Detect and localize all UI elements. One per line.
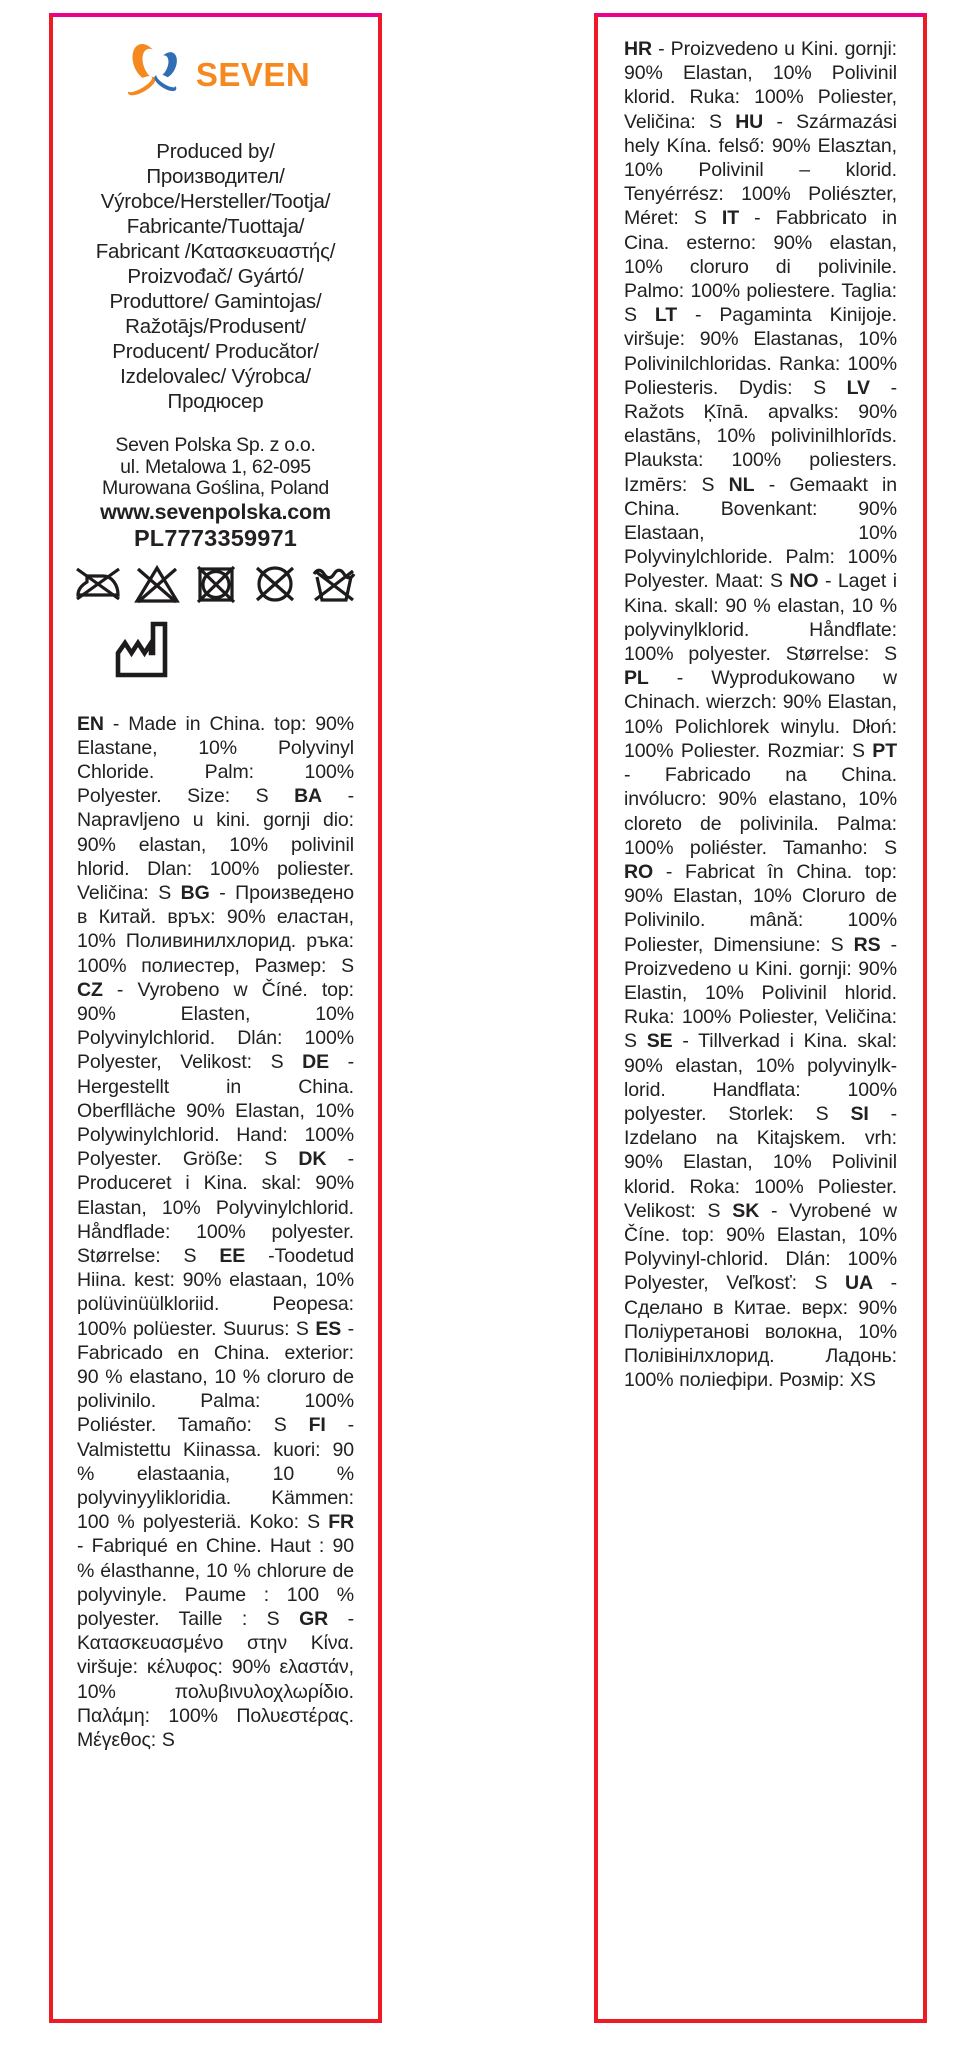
text-line: Продюсер	[167, 390, 264, 413]
language-code: FI	[308, 1414, 326, 1437]
composition-text: - Napravljeno u kini. gornji dio: 90% elastan, 10% polivinil hlorid. Dlan: 100% poliester. Veličina: S	[77, 785, 355, 904]
butterfly-icon	[121, 37, 189, 112]
do-not-iron-icon	[75, 564, 121, 604]
language-code: BA	[294, 785, 323, 808]
language-code: LT	[654, 304, 678, 327]
language-code: HR	[624, 38, 652, 60]
composition-text: - Fabriqué en Chine. Haut : 90 % élasthanne, 10 % chlorure de polyvinyle. Paume : 100 % polyester. Taille : S	[77, 1535, 354, 1631]
composition-text: - Fabbricato in Cina. esterno: 90% elastan, 10% cloruro di polivinile. Palmo: 100% poliestere. Taglia: S	[624, 207, 897, 327]
brand-logo	[77, 37, 354, 112]
composition-text: - Izdelano na Kitajskem. vrh: 90% Elastan, 10% Polivinil klorid. Roka: 100% Poliester. Velikost: S	[624, 1102, 897, 1222]
text-line: Fabricant /Κατασκευαστής/	[95, 240, 336, 263]
composition-text: - Κατασκευασμένο στην Κίνα. viršuje: κέλυφος: 90% ελαστάν, 10% πολυβινυλοχλωρίδιο. Παλάμη: 100% Πολυεστέρας. Μέγεθος: S	[77, 1608, 354, 1752]
language-code: BG	[180, 881, 210, 904]
vat-number: PL7773359971	[133, 524, 298, 551]
do-not-tumble-dry-icon	[193, 564, 239, 604]
composition-text: - Fabricado en China. exterior: 90 % elastano, 10 % cloruro de polivinilo. Palma: 100% Poliéster. Tamaño: S	[77, 1317, 354, 1437]
language-code: CZ	[77, 978, 103, 1001]
composition-text: - Proizvedeno u Kini. gornji: 90% Elastin, 10% Polivinil hlorid. Ruka: 100% Poliester, Veličina: S	[624, 933, 898, 1053]
composition-text: - Made in China. top: 90% Elastane, 10% Polyvinyl Chloride. Palm: 100% Polyester. Size: S	[77, 712, 354, 808]
composition-text: - Tillverkad i Kina. skal: 90% elastan, 10% polyvinylk-lorid. Handflata: 100% polyester. Storlek: S	[624, 1030, 897, 1125]
language-code: HU	[735, 110, 764, 133]
text-line: Seven Polska Sp. z o.o.	[115, 434, 316, 456]
composition-text: - Vyrobeno w Číné. top: 90% Elasten, 10% Polyvinylchlorid. Dlán: 100% Polyester, Velikost: S	[77, 978, 354, 1074]
language-code: EE	[219, 1244, 246, 1267]
language-code: PT	[872, 739, 897, 762]
language-code: LV	[846, 376, 870, 399]
text-line: ul. Metalowa 1, 62-095	[120, 455, 311, 478]
brand-name: SEVEN	[195, 56, 311, 93]
language-code: SI	[850, 1102, 869, 1125]
language-code: FR	[328, 1511, 354, 1534]
care-symbols-row	[77, 564, 354, 604]
language-code: DK	[298, 1148, 327, 1171]
composition-text: - Сделано в Китае. верх: 90% Поліуретанові волокна, 10% Полівінілхлорид. Ладонь: 100% поліефіри. Розмір: XS	[624, 1272, 897, 1392]
language-code: ES	[315, 1317, 342, 1340]
language-code: IT	[721, 207, 740, 230]
composition-text: - Fabricat în China. top: 90% Elastan, 10% Cloruro de Polivinilo. mână: 100% Poliester, Dimensiune: S	[624, 860, 897, 956]
text-line: Producent/ Producător/	[112, 340, 319, 363]
language-code: RO	[624, 860, 654, 883]
website-text: www.sevenpolska.com	[100, 499, 331, 524]
text-line: Izdelovalec/ Výrobca/	[120, 365, 311, 388]
manufacturer-address	[77, 435, 354, 500]
right-label-panel	[594, 13, 927, 2023]
do-not-dry-clean-icon	[252, 564, 298, 604]
text-line: Производител/	[146, 165, 285, 188]
composition-text: - Produceret i Kina. skal: 90% Elastan, 10% Polyvinylchlorid. Håndflade: 100% polyester. Størrelse: S	[77, 1148, 354, 1267]
composition-text: - Proizvedeno u Kini. gornji: 90% Elastan, 10% Polivinil klorid. Ruka: 100% Poliester, Veličina: S	[624, 38, 897, 133]
language-code: EN	[77, 712, 104, 735]
composition-text: - Származási hely Kína. felső: 90% Elasztan, 10% Polivinil – klorid. Tenyérrész: 100% Poliészter, Méret: S	[624, 110, 897, 230]
composition-text: - Pagaminta Kinijoje. viršuje: 90% Elastanas, 10% Polivinilchloridas. Ranka: 100% Poliesteris. Dydis: S	[624, 304, 897, 399]
composition-text: - Valmistettu Kiinassa. kuori: 90 % elastaania, 10 % polyvinyylikloridia. Kämmen: 100 % polyesteriä. Koko: S	[77, 1414, 354, 1534]
text-line: Proizvođač/ Gyártó/	[127, 265, 304, 288]
text-line: Fabricante/Tuottaja/	[126, 215, 305, 238]
language-code: NL	[728, 473, 755, 496]
text-line: Murowana Goślina, Poland	[102, 477, 329, 499]
text-line: Produced by/	[156, 140, 275, 163]
text-line: Výrobce/Hersteller/Tootja/	[100, 190, 331, 213]
composition-text: - Ražots Ķīnā. apvalks: 90% elastāns, 10% polivinilhlorīds. Plauksta: 100% poliesters. Izmērs: S	[624, 376, 897, 496]
language-code: RS	[853, 933, 881, 956]
text-line: Produttore/ Gamintojas/	[109, 290, 322, 313]
language-code: UA	[845, 1272, 873, 1295]
composition-text: - Hergestellt in China. Oberflläche 90% Elastan, 10% Polywinylchlorid. Hand: 100% Polyester. Größe: S	[77, 1051, 354, 1171]
language-code: SE	[646, 1030, 673, 1053]
do-not-wash-icon	[311, 564, 357, 604]
left-label-panel	[49, 13, 382, 2023]
composition-text: - Gemaakt in China. Bovenkant: 90% Elastaan, 10% Polyvinylchloride. Palm: 100% Polyester. Maat: S	[624, 473, 897, 593]
composition-text: - Произведено в Китай. връх: 90% еластан, 10% Поливинилхлорид. ръка: 100% полиестер, Размер: S	[77, 881, 354, 977]
composition-text-left	[77, 712, 354, 1753]
do-not-bleach-icon	[134, 564, 180, 604]
manufacturer-factory-icon	[111, 618, 354, 683]
language-code: GR	[299, 1608, 329, 1631]
language-code: NO	[789, 570, 819, 593]
language-code: SK	[732, 1199, 760, 1222]
composition-text: - Wyprodukowano w Chinach. wierzch: 90% Elastan, 10% Polichlorek winylu. Dłoń: 100% Poliester. Rozmiar: S	[624, 667, 897, 762]
composition-text-right	[624, 37, 897, 1392]
composition-text: - Vyrobené w Číne. top: 90% Elastan, 10% Polyvinyl-chlorid. Dlán: 100% Polyester, Veľkosť: S	[624, 1199, 898, 1295]
language-code: DE	[302, 1051, 329, 1074]
composition-text: - Fabricado na China. invólucro: 90% elastano, 10% cloreto de polivinila. Palma: 100% poliéster. Tamanho: S	[624, 764, 897, 859]
composition-text: - Laget i Kina. skall: 90 % elastan, 10 % polyvinylklorid. Håndflate: 100% polyester. Størrelse: S	[624, 570, 897, 666]
produced-by-list	[77, 139, 354, 414]
text-line: Ražotājs/Produsent/	[125, 315, 306, 338]
composition-text: -Toodetud Hiina. kest: 90% elastaan, 10% polüvinüülkloriid. Peopesa: 100% polüester. Suurus: S	[77, 1244, 354, 1340]
language-code: PL	[624, 667, 649, 690]
